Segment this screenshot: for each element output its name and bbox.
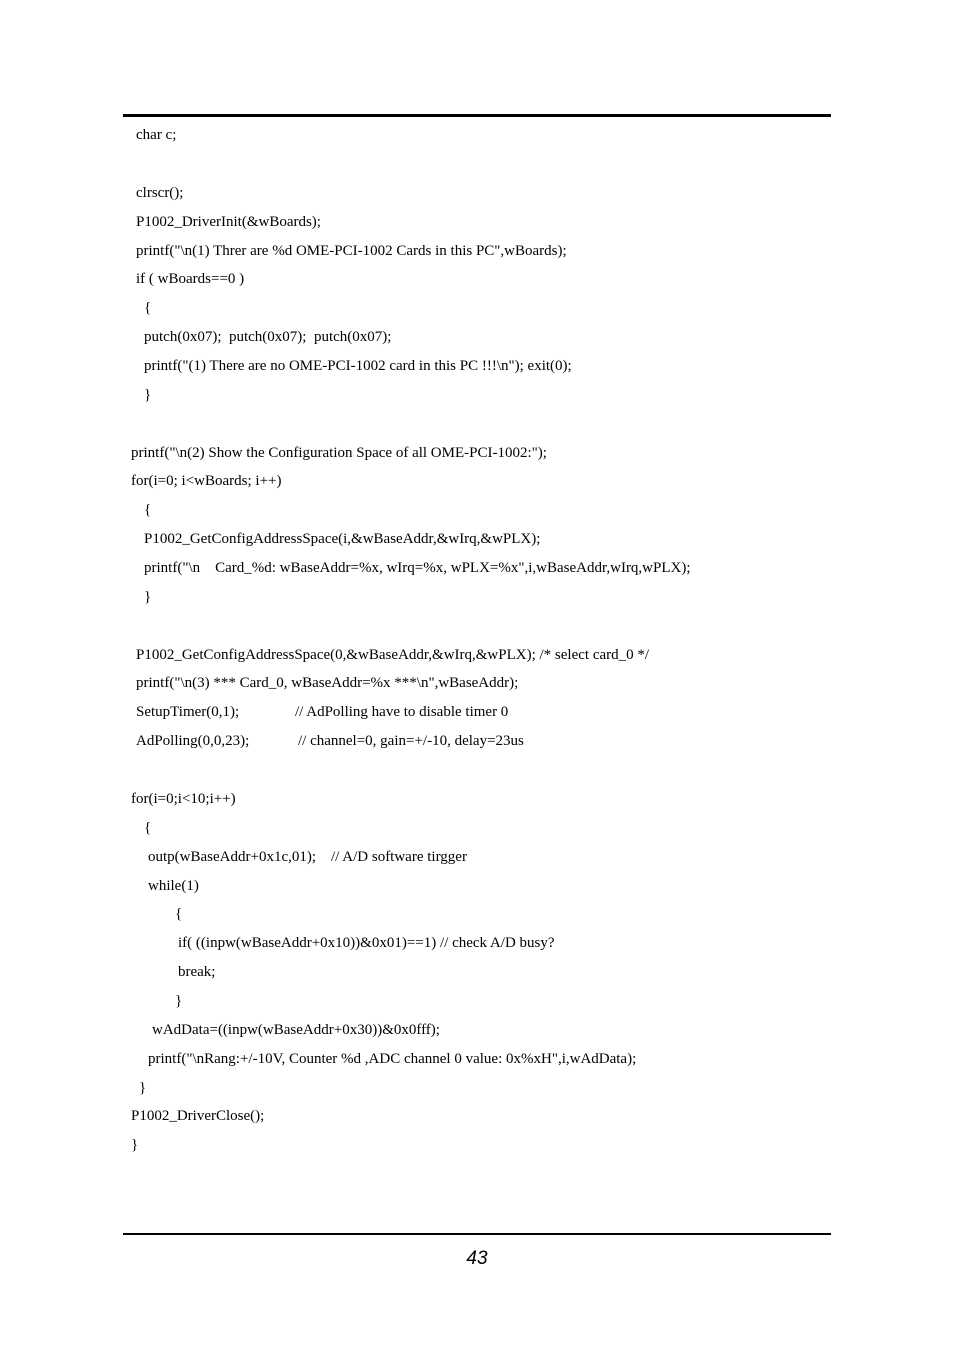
code-line: { (144, 502, 152, 518)
code-line: for(i=0; i<wBoards; i++) (131, 473, 282, 489)
code-line: printf("\n Card_%d: wBaseAddr=%x, wIrq=%x, wPLX=%x",i,wBaseAddr,wIrq,wPLX); (144, 560, 691, 576)
page-number: 43 (466, 1248, 488, 1269)
header-rule (123, 114, 831, 117)
code-line: while(1) (148, 878, 199, 894)
code-line: clrscr(); (136, 185, 184, 201)
code-line: printf("(1) There are no OME-PCI-1002 card in this PC !!!\n"); exit(0); (144, 358, 572, 374)
code-line: char c; (136, 127, 177, 143)
code-line: if( ((inpw(wBaseAddr+0x10))&0x01)==1) // check A/D busy? (178, 935, 555, 951)
code-line: wAdData=((inpw(wBaseAddr+0x30))&0x0fff); (152, 1022, 440, 1038)
code-line: { (175, 906, 183, 922)
code-line: { (144, 820, 152, 836)
code-line: SetupTimer(0,1); (136, 704, 240, 720)
code-comment: // channel=0, gain=+/-10, delay=23us (298, 733, 524, 749)
code-line: break; (178, 964, 216, 980)
code-line: { (144, 300, 152, 316)
code-line: P1002_GetConfigAddressSpace(0,&wBaseAddr,&wIrq,&wPLX); /* select card_0 */ (136, 647, 650, 663)
code-line: outp(wBaseAddr+0x1c,01); // A/D software tirgger (148, 849, 467, 865)
code-line: } (175, 993, 183, 1009)
code-comment: // AdPolling have to disable timer 0 (295, 704, 509, 720)
code-line: putch(0x07); putch(0x07); putch(0x07); (144, 329, 392, 345)
code-line: if ( wBoards==0 ) (136, 271, 245, 287)
code-line: } (144, 387, 152, 403)
code-line: P1002_DriverInit(&wBoards); (136, 214, 321, 230)
code-line: printf("\nRang:+/-10V, Counter %d ,ADC channel 0 value: 0x%xH",i,wAdData); (148, 1051, 637, 1067)
code-line: } (144, 589, 152, 605)
code-line: printf("\n(2) Show the Configuration Space of all OME-PCI-1002:"); (131, 445, 547, 461)
code-line: } (131, 1137, 139, 1153)
code-line: for(i=0;i<10;i++) (131, 791, 236, 807)
code-line: AdPolling(0,0,23); (136, 733, 250, 749)
footer-rule (123, 1233, 831, 1235)
code-line: P1002_GetConfigAddressSpace(i,&wBaseAddr,&wIrq,&wPLX); (144, 531, 541, 547)
code-line: P1002_DriverClose(); (131, 1108, 265, 1124)
code-line: } (139, 1080, 147, 1096)
code-line: printf("\n(1) Threr are %d OME-PCI-1002 Cards in this PC",wBoards); (136, 243, 567, 259)
code-line: printf("\n(3) *** Card_0, wBaseAddr=%x ***\n",wBaseAddr); (136, 675, 519, 691)
